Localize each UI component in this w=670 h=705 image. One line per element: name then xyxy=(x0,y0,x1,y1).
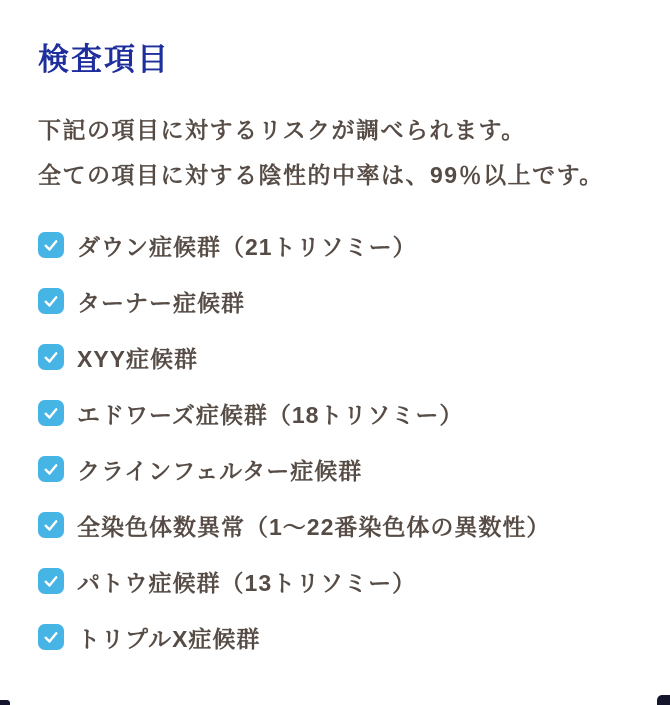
section-description xyxy=(38,108,642,198)
list-item xyxy=(38,232,642,258)
item-label: 全染色体数異常（1〜22番染色体の異数性） xyxy=(77,513,551,540)
checkbox-checked-icon[interactable] xyxy=(38,288,64,314)
bottom-left-edge-mark xyxy=(0,700,10,705)
item-label: パトウ症候群（13トリソミー） xyxy=(77,569,417,596)
item-label: ダウン症候群（21トリソミー） xyxy=(77,233,417,260)
checkbox-checked-icon[interactable] xyxy=(38,456,64,482)
list-item xyxy=(38,288,642,314)
list-item xyxy=(38,624,642,650)
checkbox-checked-icon[interactable] xyxy=(38,344,64,370)
item-label: ターナー症候群 xyxy=(77,289,245,316)
item-label: XYY症候群 xyxy=(77,345,199,372)
bottom-right-edge-mark xyxy=(657,695,670,705)
checkbox-checked-icon[interactable] xyxy=(38,400,64,426)
checkbox-checked-icon[interactable] xyxy=(38,568,64,594)
description-line-2: 全ての項目に対する陰性的中率は、99％以上です。 xyxy=(38,162,604,188)
checkbox-checked-icon[interactable] xyxy=(38,232,64,258)
checkbox-checked-icon[interactable] xyxy=(38,512,64,538)
section-title: 検査項目 xyxy=(38,42,170,77)
item-label: トリプルX症候群 xyxy=(77,625,261,652)
list-item xyxy=(38,568,642,594)
list-item xyxy=(38,344,642,370)
description-line-1: 下記の項目に対するリスクが調べられます。 xyxy=(38,117,526,143)
list-item xyxy=(38,456,642,482)
list-item xyxy=(38,400,642,426)
item-label: エドワーズ症候群（18トリソミー） xyxy=(77,401,464,428)
checkbox-checked-icon[interactable] xyxy=(38,624,64,650)
list-item xyxy=(38,512,642,538)
item-label: クラインフェルター症候群 xyxy=(77,457,363,484)
test-items-list xyxy=(38,232,642,650)
